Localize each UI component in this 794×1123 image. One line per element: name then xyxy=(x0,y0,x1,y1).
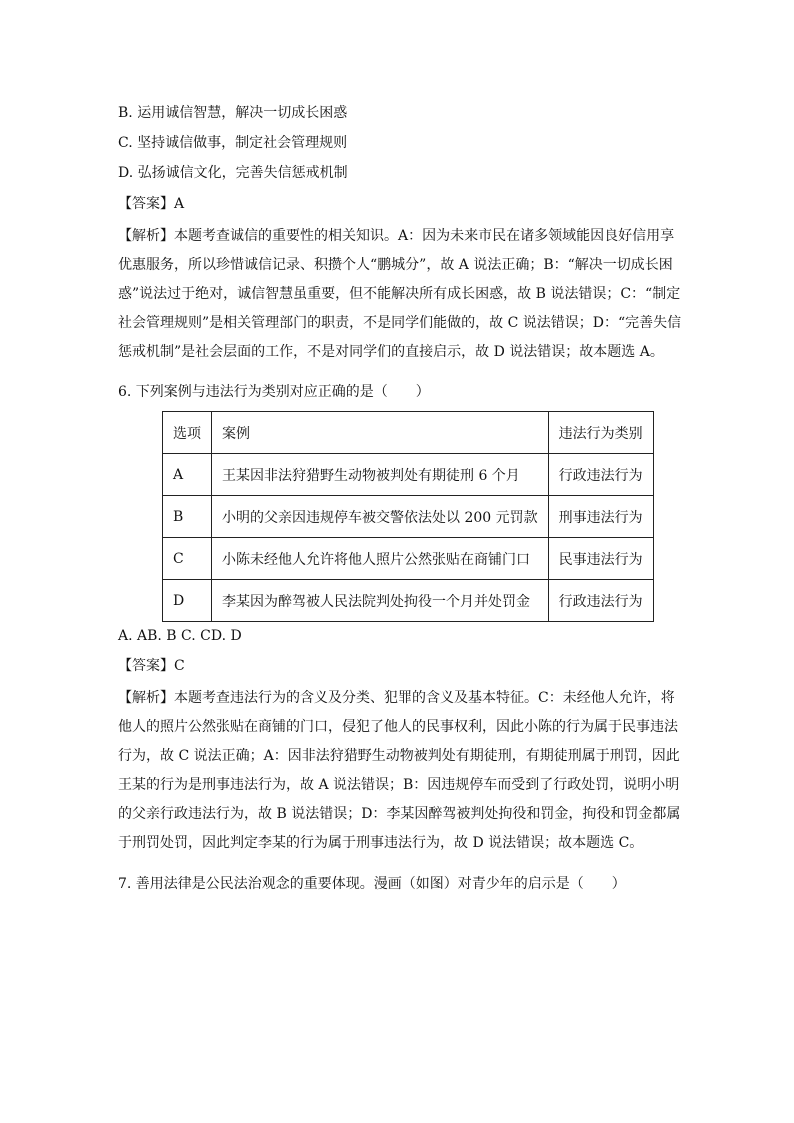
table-header-row xyxy=(163,412,654,454)
q6-analysis-line: 行为，故 C 说法正确；A：因非法狩猎野生动物被判处有期徒刑，有期徒刑属于刑罚，因此 xyxy=(118,748,680,764)
q6-stem: 6. 下列案例与违法行为类别对应正确的是（ ） xyxy=(118,384,430,400)
row-category: 行政违法行为 xyxy=(548,580,653,622)
q5-option-d: D. 弘扬诚信文化，完善失信惩戒机制 xyxy=(118,165,348,181)
q6-analysis xyxy=(118,684,683,858)
table-row xyxy=(163,538,654,580)
header-option: 选项 xyxy=(163,412,212,454)
table-row xyxy=(163,580,654,622)
row-case: 李某因为醉驾被人民法院判处拘役一个月并处罚金 xyxy=(212,580,549,622)
q5-analysis-line: 惩戒机制”是社会层面的工作，不是对同学们的直接启示，故 D 说法错误；故本题选 A。 xyxy=(118,344,664,360)
q5-analysis-line: 社会管理规则”是相关管理部门的职责，不是同学们能做的，故 C 说法错误；D：“完善失信 xyxy=(118,315,682,331)
header-category: 违法行为类别 xyxy=(548,412,653,454)
row-case: 小陈未经他人允许将他人照片公然张贴在商铺门口 xyxy=(212,538,549,580)
q5-option-b: B. 运用诚信智慧，解决一切成长困惑 xyxy=(118,105,348,121)
q5-answer: 【答案】A xyxy=(118,196,185,212)
row-option: C xyxy=(163,538,212,580)
q6-choices: A. AB. B C. CD. D xyxy=(118,628,242,644)
table-row xyxy=(163,496,654,538)
table-row xyxy=(163,454,654,496)
row-case: 王某因非法狩猎野生动物被判处有期徒刑 6 个月 xyxy=(212,454,549,496)
row-category: 行政违法行为 xyxy=(548,454,653,496)
q5-analysis-line: 惑”说法过于绝对，诚信智慧虽重要，但不能解决所有成长困惑，故 B 说法错误；C：“制定 xyxy=(118,286,681,302)
row-case: 小明的父亲因违规停车被交警依法处以 200 元罚款 xyxy=(212,496,549,538)
q6-answer: 【答案】C xyxy=(118,658,185,674)
row-category: 刑事违法行为 xyxy=(548,496,653,538)
q5-option-c: C. 坚持诚信做事，制定社会管理规则 xyxy=(118,135,348,151)
row-option: D xyxy=(163,580,212,622)
q7-stem: 7. 善用法律是公民法治观念的重要体现。漫画（如图）对青少年的启示是（ ） xyxy=(118,876,626,892)
q6-analysis-line: 王某的行为是刑事违法行为，故 A 说法错误；B：因违规停车而受到了行政处罚，说明小明 xyxy=(118,777,680,793)
q5-analysis xyxy=(118,222,683,367)
row-option: A xyxy=(163,454,212,496)
q5-analysis-line: 优惠服务，所以珍惜诚信记录、积攒个人“鹏城分”，故 A 说法正确；B：“解决一切成长困 xyxy=(118,257,673,273)
q5-analysis-line: 【解析】本题考查诚信的重要性的相关知识。A：因为未来市民在诸多领域能因良好信用享 xyxy=(118,228,675,244)
q6-analysis-line: 【解析】本题考查违法行为的含义及分类、犯罪的含义及基本特征。C：未经他人允许，将 xyxy=(118,690,675,706)
q6-analysis-line: 于刑罚处罚，因此判定李某的行为属于刑事违法行为，故 D 说法错误；故本题选 C。 xyxy=(118,835,644,851)
q6-analysis-line: 的父亲行政违法行为，故 B 说法错误；D：李某因醉驾被判处拘役和罚金，拘役和罚金都属 xyxy=(118,806,681,822)
q6-analysis-line: 他人的照片公然张贴在商铺的门口，侵犯了他人的民事权利，因此小陈的行为属于民事违法 xyxy=(118,719,678,735)
row-category: 民事违法行为 xyxy=(548,538,653,580)
row-option: B xyxy=(163,496,212,538)
q6-case-table xyxy=(162,411,654,622)
header-case: 案例 xyxy=(212,412,549,454)
